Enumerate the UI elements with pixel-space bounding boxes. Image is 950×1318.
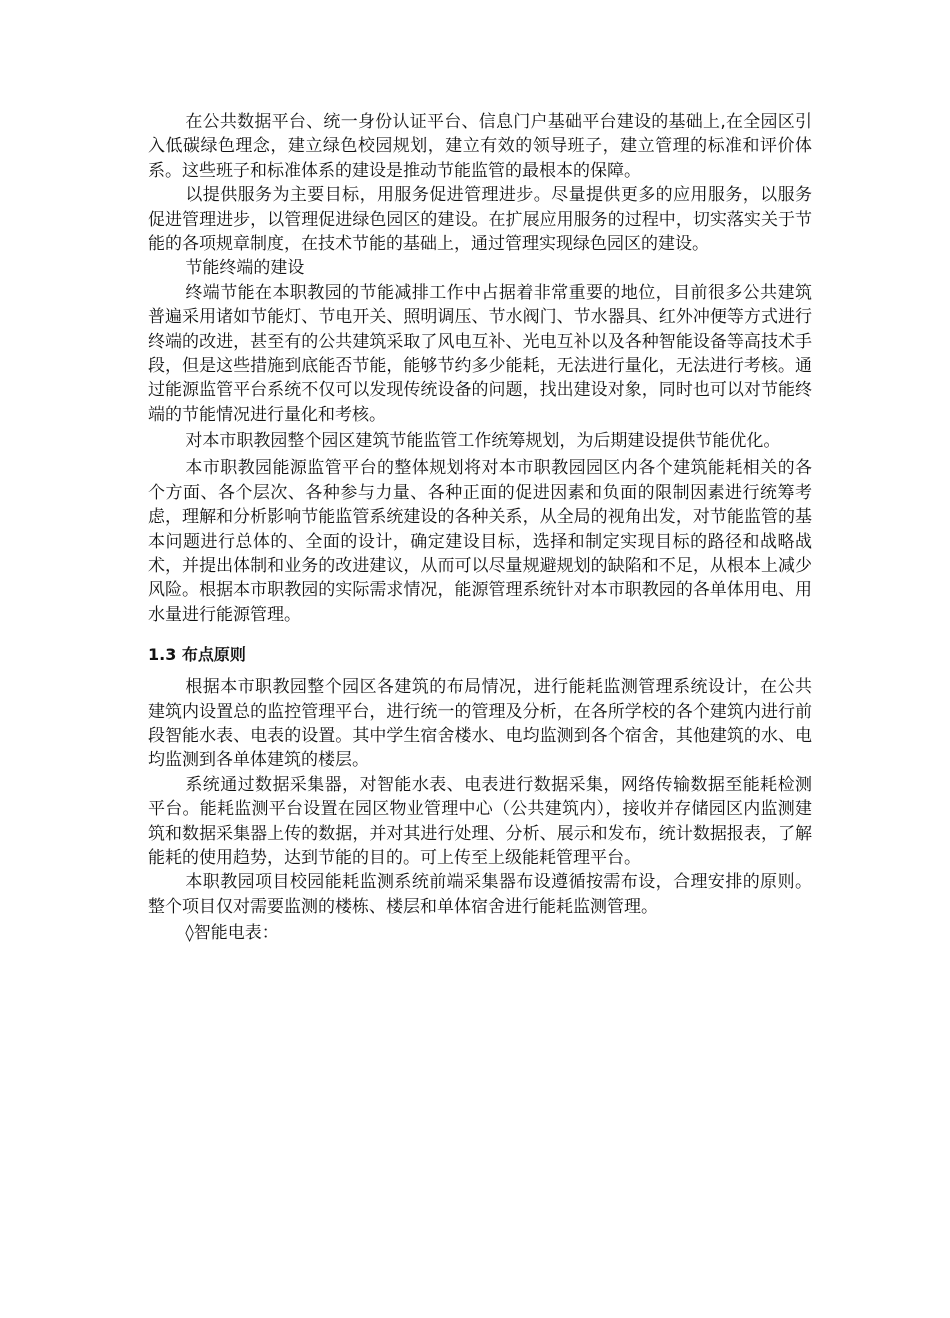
paragraph-collector-deployment: 本职教园项目校园能耗监测系统前端采集器布设遵循按需布设，合理安排的原则。整个项目仅对需要监测的楼栋、楼层和单体宿舍进行能耗监测管理。 <box>148 872 812 917</box>
subheading-terminal-construction: 节能终端的建设 <box>185 258 305 279</box>
document-page <box>148 110 812 948</box>
bullet-smart-meter: ◊智能电表： <box>185 923 279 944</box>
paragraph-terminal-energy: 终端节能在本职教园的节能减排工作中占据着非常重要的地位，目前很多公共建筑普遍采用诸如节能灯、节电开关、照明调压、节水阀门、节水器具、红外冲便等方式进行终端的改进，甚至有的公共建筑采取了风电互补、光电互补以及各种智能设备等高技术手段，但是这些措施到底能否节能，能够节约多少能耗，无法进行量化，无法进行考核。通过能源监管平台系统不仅可以发现传统设备的问题，找出建设对象，同时也可以对节能终端的节能情况进行量化和考核。 <box>148 282 812 425</box>
section-heading-layout-principle: 1.3 布点原则 <box>148 645 246 665</box>
paragraph-data-collection: 系统通过数据采集器，对智能水表、电表进行数据采集，网络传输数据至能耗检测平台。能耗监测平台设置在园区物业管理中心（公共建筑内），接收并存储园区内监测建筑和数据采集器上传的数据，并对其进行处理、分析、展示和发布，统计数据报表，了解能耗的使用趋势，达到节能的目的。可上传至上级能耗管理平台。 <box>148 774 812 868</box>
paragraph-service-goal: 以提供服务为主要目标，用服务促进管理进步。尽量提供更多的应用服务，以服务促进管理进步，以管理促进绿色园区的建设。在扩展应用服务的过程中，切实落实关于节能的各项规章制度，在技术节能的基础上，通过管理实现绿色园区的建设。 <box>148 185 812 255</box>
paragraph-platform-planning: 本市职教园能源监管平台的整体规划将对本市职教园园区内各个建筑能耗相关的各个方面、各个层次、各种参与力量、各种正面的促进因素和负面的限制因素进行统筹考虑，理解和分析影响节能监管系统建设的各种关系，从全局的视角出发，对节能监管的基本问题进行总体的、全面的设计，确定建设目标，选择和制定实现目标的路径和战略战术，并提出体制和业务的改进建议，从而可以尽量规避规划的缺陷和不足，从根本上减少风险。根据本市职教园的实际需求情况，能源管理系统针对本市职教园的各单体用电、用水量进行能源管理。 <box>148 458 812 625</box>
paragraph-platform-foundation: 在公共数据平台、统一身份认证平台、信息门户基础平台建设的基础上,在全园区引入低碳绿色理念，建立绿色校园规划，建立有效的领导班子，建立管理的标准和评价体系。这些班子和标准体系的建设是推动节能监管的最根本的保障。 <box>148 112 812 181</box>
paragraph-building-layout: 根据本市职教园整个园区各建筑的布局情况，进行能耗监测管理系统设计，在公共建筑内设置总的监控管理平台，进行统一的管理及分析，在各所学校的各个建筑内进行前段智能水表、电表的设置。其中学生宿舍楼水、电均监测到各个宿舍，其他建筑的水、电均监测到各单体建筑的楼层。 <box>148 677 812 771</box>
paragraph-overall-planning: 对本市职教园整个园区建筑节能监管工作统筹规划，为后期建设提供节能优化。 <box>185 431 781 452</box>
